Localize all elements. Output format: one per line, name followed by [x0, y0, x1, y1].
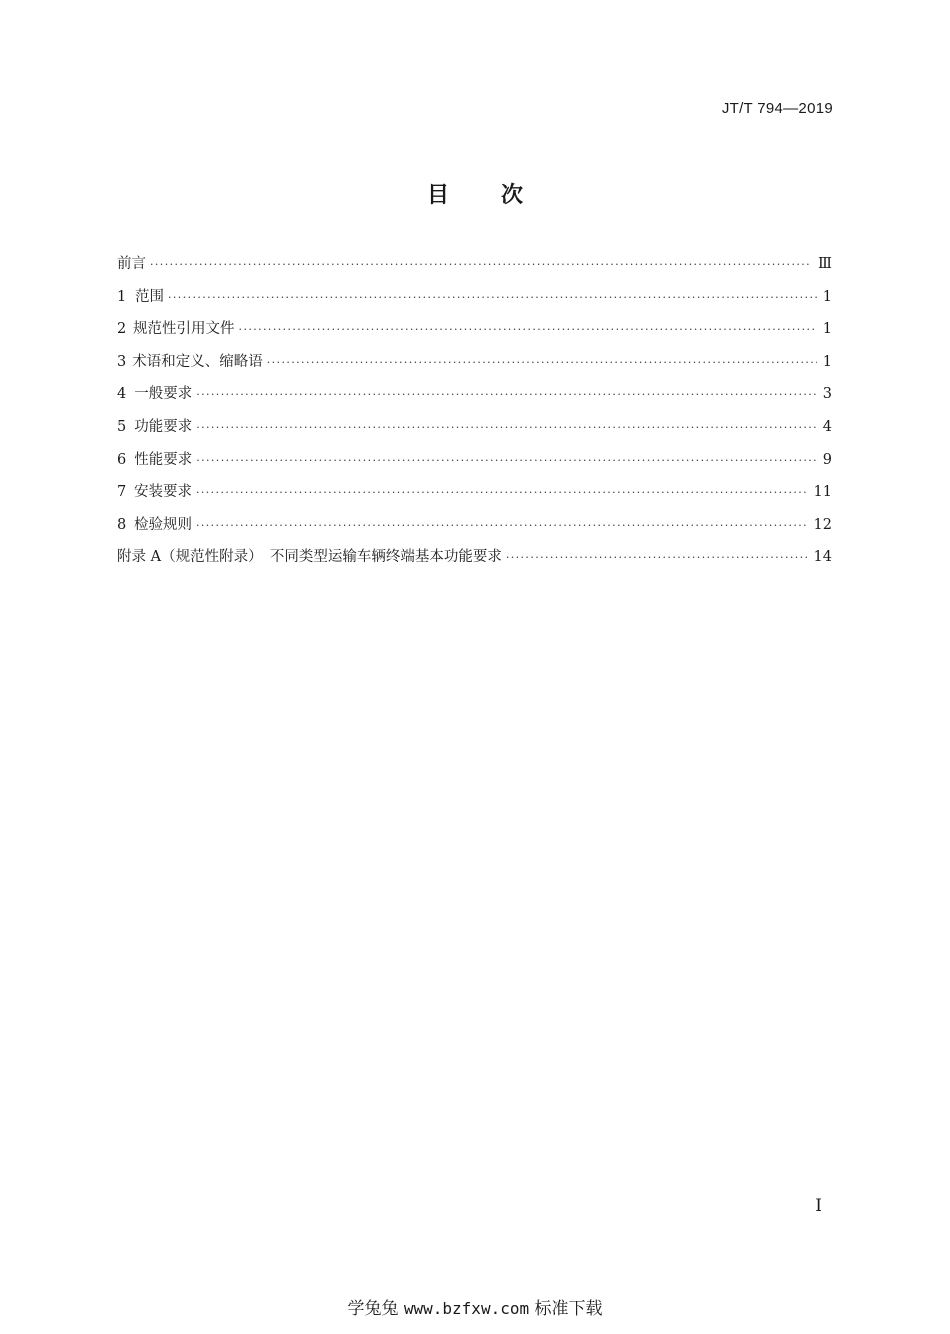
toc-entry-page: 12 [813, 516, 832, 533]
toc-entry-number: 2 [117, 321, 127, 338]
toc-dot-leader [196, 486, 808, 499]
toc-entry-page: 9 [822, 451, 832, 468]
toc-dot-leader [196, 519, 808, 532]
toc-entry-page: 3 [822, 386, 832, 403]
toc-entry-number: 6 [117, 451, 127, 468]
page-number: I [815, 1196, 822, 1216]
toc-entry-4[interactable] [117, 382, 832, 415]
toc-entry-label: 前言 [117, 256, 146, 272]
toc-dot-leader [196, 388, 817, 401]
table-of-contents [117, 252, 832, 578]
toc-entry-label: 安装要求 [133, 484, 192, 501]
toc-entry-label: 功能要求 [134, 418, 193, 435]
toc-entry-page: Ⅲ [818, 256, 832, 272]
toc-entry-page: 1 [822, 353, 832, 370]
toc-entry-label: 性能要求 [134, 451, 193, 468]
toc-entry-number: 8 [117, 516, 127, 533]
footer-watermark [0, 1294, 950, 1319]
footer-url[interactable]: www.bzfxw.com [403, 1299, 530, 1318]
toc-entry-3[interactable] [117, 350, 832, 383]
toc-dot-leader [150, 258, 812, 271]
toc-dot-leader [239, 323, 817, 336]
footer-prefix: 学兔兔 [347, 1299, 399, 1319]
toc-entry-1[interactable] [117, 285, 832, 318]
toc-entry-label: 一般要求 [134, 386, 193, 403]
toc-entry-page: 1 [822, 288, 832, 305]
toc-dot-leader [267, 356, 817, 369]
toc-entry-page: 11 [813, 484, 832, 501]
toc-entry-label: 检验规则 [133, 516, 192, 533]
toc-entry-label: 术语和定义、缩略语 [132, 353, 263, 370]
toc-entry-label: 规范性引用文件 [133, 321, 235, 338]
toc-entry-label: 附录 A（规范性附录） 不同类型运输车辆终端基本功能要求 [117, 549, 502, 566]
toc-entry-number: 5 [117, 418, 127, 435]
toc-entry-number: 1 [117, 288, 127, 305]
toc-entry-6[interactable] [117, 448, 832, 481]
toc-entry-annex-a[interactable] [117, 545, 832, 578]
toc-title-part2: 次 [501, 183, 524, 208]
toc-entry-2[interactable] [117, 317, 832, 350]
toc-dot-leader [168, 291, 817, 304]
footer-suffix: 标准下载 [534, 1299, 603, 1319]
toc-title [0, 178, 950, 209]
toc-entry-number: 4 [117, 386, 127, 403]
toc-entry-number: 3 [117, 353, 127, 370]
toc-entry-foreword[interactable] [117, 252, 832, 285]
toc-title-part1: 目 [426, 183, 449, 208]
toc-entry-label: 范围 [135, 288, 164, 305]
toc-dot-leader [196, 421, 817, 434]
toc-entry-5[interactable] [117, 415, 832, 448]
toc-entry-page: 1 [822, 321, 832, 338]
toc-entry-page: 14 [813, 549, 832, 566]
toc-dot-leader [196, 454, 817, 467]
toc-entry-number: 7 [117, 484, 127, 501]
toc-dot-leader [506, 551, 808, 564]
toc-entry-page: 4 [822, 418, 832, 435]
toc-entry-7[interactable] [117, 480, 832, 513]
standard-code: JT/T 794—2019 [721, 100, 833, 117]
toc-entry-8[interactable] [117, 513, 832, 546]
